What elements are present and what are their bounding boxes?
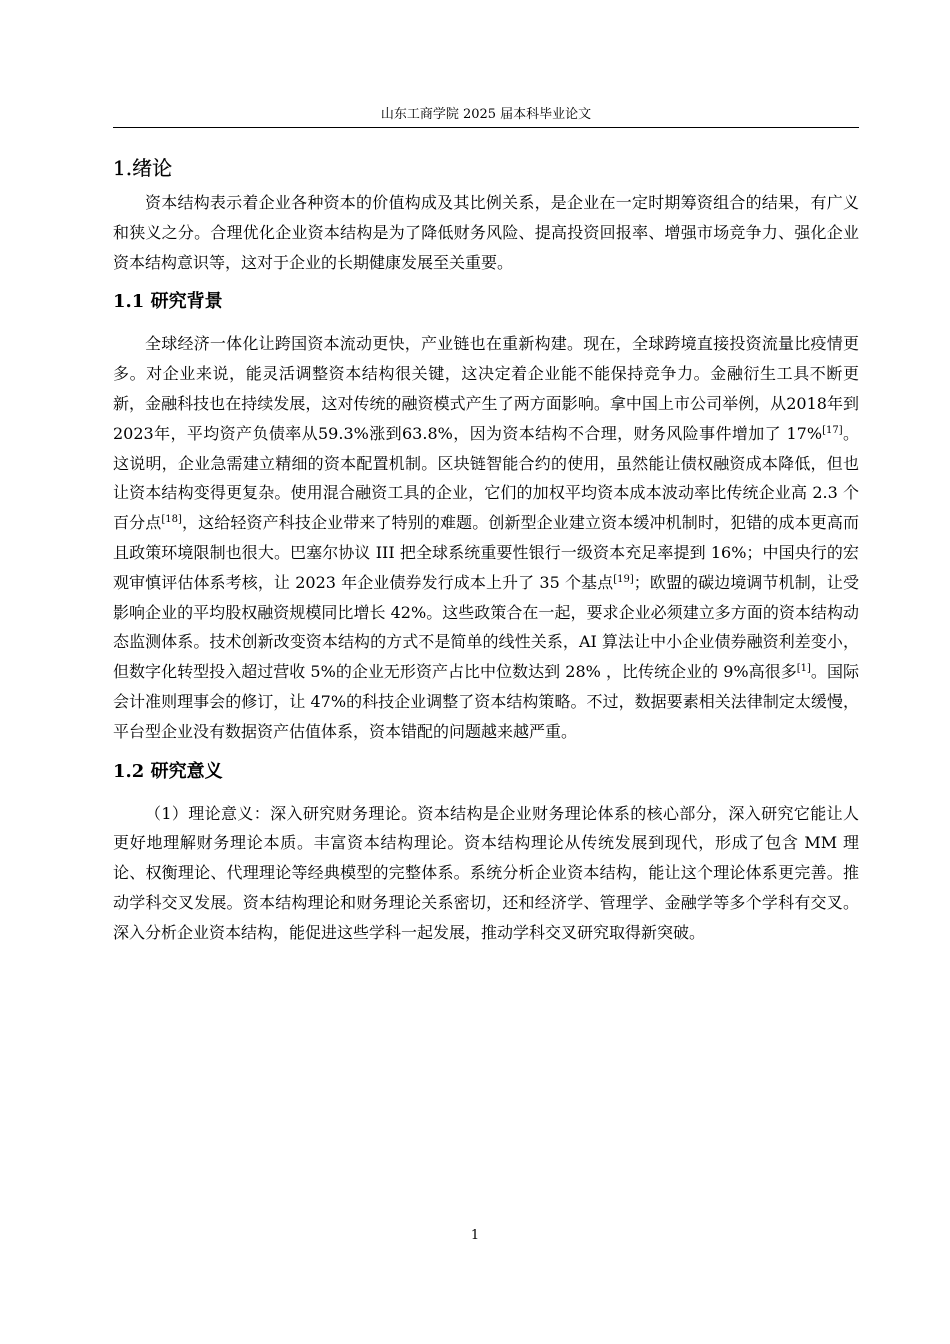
citation-18[interactable]: [18]: [161, 514, 182, 526]
paragraph-text: ；欧盟的碳边境调节机制，让受影响企业的平均股权融资规模同比增长 42%。这些政策合在一起，要求企业必须建立多方面的资本结构动态监测体系。技术创新改变资本结构的方式不是简单的线性关系，AI 算法让中小企业债券融资利差变小，但数字化转型投入超过营收 5%的企业无形资产占比中位数达到 28% ，比传统企业的 9%高很多: [113, 572, 859, 682]
paragraph-text: 。这说明，企业急需建立精细的资本配置机制。区块链智能合约的使用，虽然能让债权融资成本降低，但也让资本结构变得更复杂。使用混合融资工具的企业，它们的加权平均资本成本波动率比传统企业高 2.3 个百分点: [113, 423, 859, 533]
citation-17[interactable]: [17]: [822, 424, 843, 436]
paragraph-text: ，这给轻资产科技企业带来了特别的难题。创新型企业建立资本缓冲机制时，犯错的成本更高而且政策环境限制也很大。巴塞尔协议 III 把全球系统重要性银行一级资本充足率提到 16%；中国央行的宏观审慎评估体系考核，让 2023 年企业债券发行成本上升了 35 个基点: [113, 513, 859, 592]
page-number: 1: [470, 1228, 480, 1243]
citation-19[interactable]: [19]: [613, 573, 634, 585]
header-rule: [113, 127, 859, 128]
section-title-research-background: 1.1 研究背景: [113, 291, 223, 313]
paragraph-text: 全球经济一体化让跨国资本流动更快，产业链也在重新构建。现在，全球跨境直接投资流量比疫情更多。对企业来说，能灵活调整资本结构很关键，这决定着企业能不能保持竞争力。金融衍生工具不断更新，金融科技也在持续发展，这对传统的融资模式产生了两方面影响。拿中国上市公司举例，从2018年到2023年，平均资产负债率从59.3%涨到63.8%，因为资本结构不合理，财务风险事件增加了 17%: [113, 334, 859, 443]
section-title-research-significance: 1.2 研究意义: [113, 760, 223, 782]
chapter-title: 1.绪论: [113, 156, 173, 180]
page-content: [113, 148, 859, 948]
paragraph-text: 。国际会计准则理事会的修订，让 47%的科技企业调整了资本结构策略。不过，数据要素相关法律制定太缓慢，平台型企业没有数据资产估值体系，资本错配的问题越来越严重。: [113, 662, 859, 741]
chapter-intro-paragraph: 资本结构表示着企业各种资本的价值构成及其比例关系，是企业在一定时期筹资组合的结果，有广义和狭义之分。合理优化企业资本结构是为了降低财务风险、提高投资回报率、增强市场竞争力、强化企业资本结构意识等，这对于企业的长期健康发展至关重要。: [113, 193, 859, 272]
running-header: 山东工商学院 2025 届本科毕业论文: [380, 107, 592, 122]
citation-1[interactable]: [1]: [796, 663, 811, 675]
research-background-paragraph: [113, 329, 859, 746]
research-significance-paragraph: （1）理论意义：深入研究财务理论。资本结构是企业财务理论体系的核心部分，深入研究它能让人更好地理解财务理论本质。丰富资本结构理论。资本结构理论从传统发展到现代，形成了包含 MM 理论、权衡理论、代理理论等经典模型的完整体系。系统分析企业资本结构，能让这个理论体系更完善。推动学科交叉发展。资本结构理论和财务理论关系密切，还和经济学、管理学、金融学等多个学科有交叉。深入分析企业资本结构，能促进这些学科一起发展，推动学科交叉研究取得新突破。: [113, 803, 859, 942]
